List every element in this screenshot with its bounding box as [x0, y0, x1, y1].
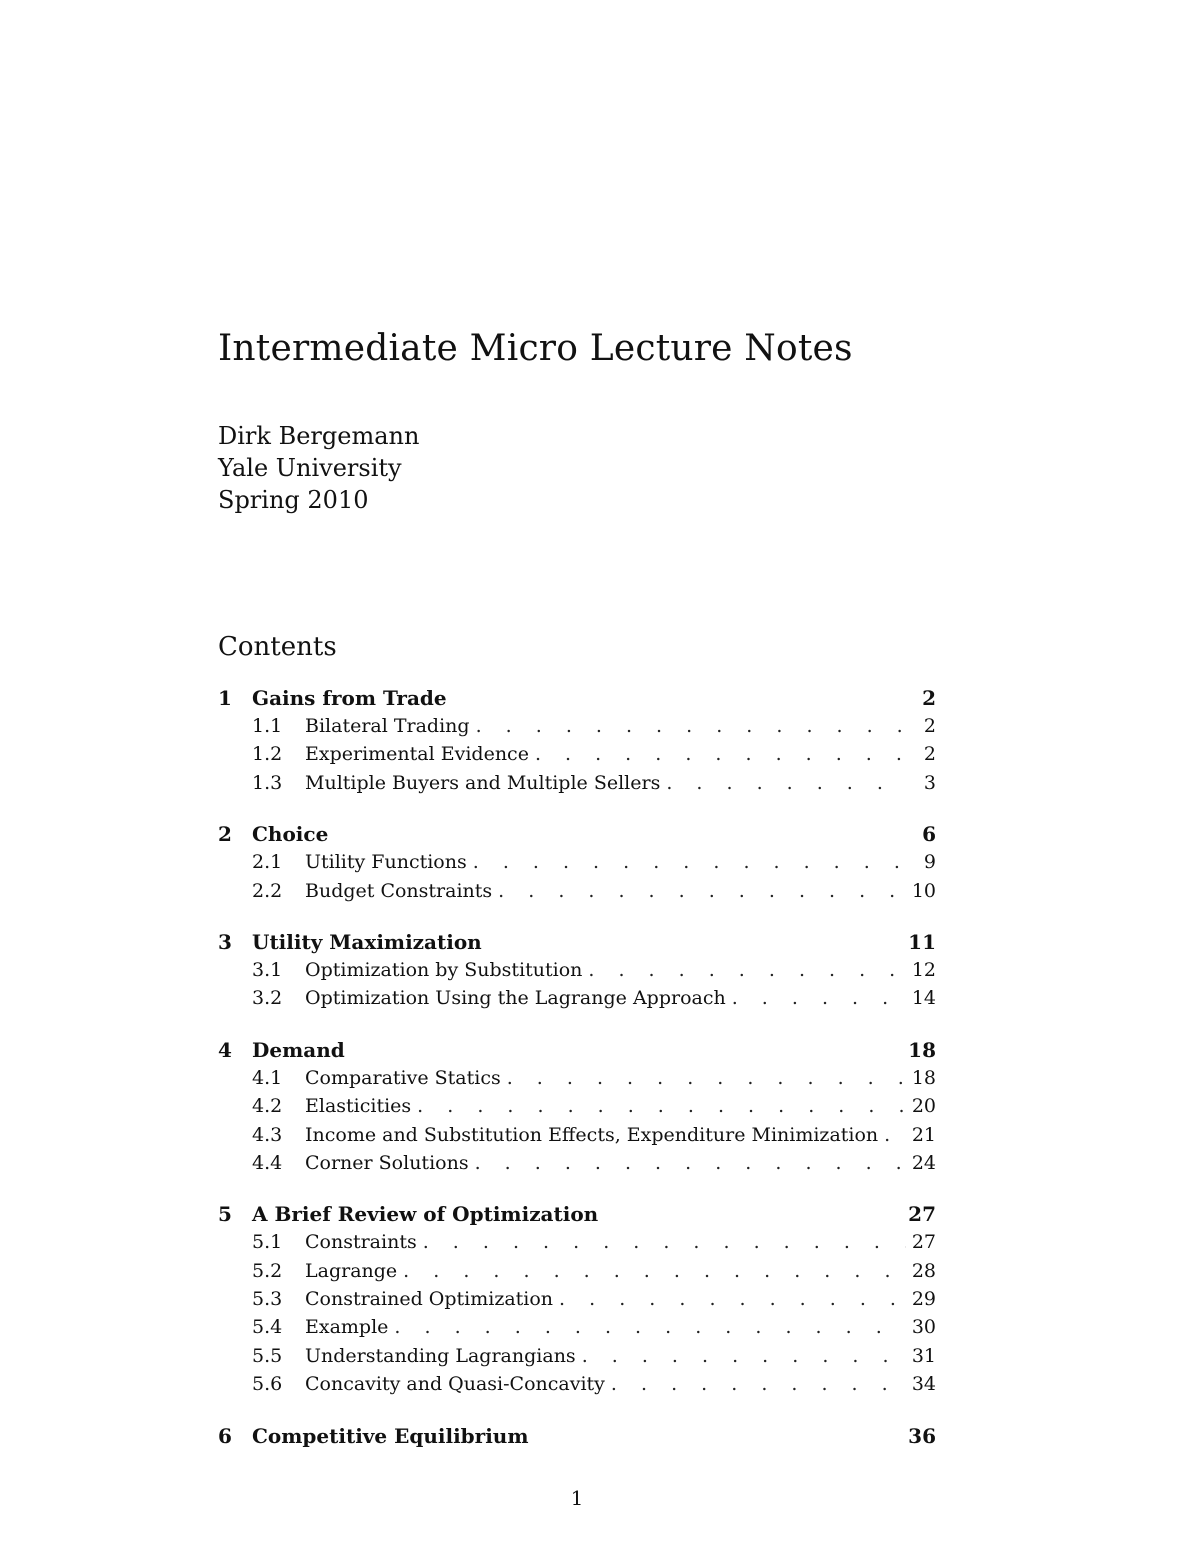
- chapter-page: 36: [908, 1423, 936, 1448]
- section-title: Concavity and Quasi-Concavity: [305, 1373, 605, 1396]
- page-number: 1: [570, 1486, 584, 1510]
- dot-leader: [588, 959, 905, 981]
- toc-chapter-entry[interactable]: [218, 1424, 936, 1453]
- section-page: 27: [911, 1231, 936, 1254]
- dot-leader: [582, 1345, 906, 1367]
- dot-leader: [417, 1095, 906, 1117]
- dot-leader: [666, 772, 908, 794]
- dot-leader: [611, 1373, 906, 1395]
- chapter-number: 6: [218, 1423, 232, 1448]
- chapter-title: Demand: [252, 1037, 345, 1062]
- institution: Yale University: [218, 454, 402, 482]
- dot-leader: [498, 880, 906, 902]
- section-title: Experimental Evidence: [305, 743, 529, 766]
- section-page: 31: [911, 1344, 936, 1367]
- toc-section-entry[interactable]: [218, 1095, 936, 1123]
- toc-section-entry[interactable]: [218, 1231, 936, 1259]
- toc-section-entry[interactable]: [218, 1152, 936, 1180]
- section-title: Comparative Statics: [305, 1066, 501, 1089]
- chapter-number: 4: [218, 1037, 232, 1062]
- toc-chapter: [218, 930, 936, 1016]
- toc-chapter-entry[interactable]: [218, 822, 936, 851]
- chapter-page: 18: [908, 1037, 936, 1062]
- chapter-title: Gains from Trade: [252, 686, 447, 710]
- chapter-page: 27: [908, 1202, 936, 1227]
- section-title: Income and Substitution Effects, Expenditure Minimization: [305, 1123, 879, 1146]
- chapter-number: 1: [218, 686, 232, 710]
- section-number: 1.1: [252, 715, 283, 737]
- section-title: Constrained Optimization: [305, 1288, 554, 1311]
- section-number: 4.1: [252, 1066, 283, 1089]
- section-number: 4.4: [252, 1151, 283, 1174]
- toc-section-entry[interactable]: [218, 851, 936, 879]
- dot-leader: [475, 1152, 906, 1174]
- chapter-page: 2: [922, 686, 936, 710]
- section-title: Constraints: [305, 1231, 417, 1254]
- author-name: Dirk Bergemann: [218, 422, 420, 450]
- toc-section-entry[interactable]: [218, 1260, 936, 1288]
- toc-chapter-entry[interactable]: [218, 1038, 936, 1067]
- toc-section-entry[interactable]: [218, 743, 936, 771]
- chapter-title: A Brief Review of Optimization: [252, 1202, 599, 1227]
- dot-leader: [403, 1260, 906, 1282]
- section-page: 2: [923, 715, 936, 737]
- author-block: [218, 420, 419, 516]
- toc-chapter: [218, 1202, 936, 1401]
- toc-section-entry[interactable]: [218, 772, 936, 800]
- section-page: 3: [923, 771, 936, 794]
- section-number: 1.3: [252, 771, 283, 794]
- toc-chapter: [218, 1038, 936, 1181]
- chapter-page: 6: [922, 822, 936, 847]
- chapter-number: 3: [218, 929, 232, 954]
- toc-section-entry[interactable]: [218, 880, 936, 908]
- dot-leader: [559, 1288, 906, 1310]
- chapter-title: Utility Maximization: [252, 929, 482, 954]
- chapter-title: Choice: [252, 822, 329, 847]
- section-title: Multiple Buyers and Multiple Sellers: [305, 771, 661, 794]
- toc-section-entry[interactable]: [218, 1067, 936, 1095]
- dot-leader: [476, 715, 908, 737]
- dot-leader: [535, 743, 908, 765]
- toc-section-entry[interactable]: [218, 959, 936, 987]
- section-number: 3.2: [252, 987, 283, 1010]
- section-number: 4.2: [252, 1095, 283, 1118]
- toc-chapter: [218, 822, 936, 908]
- section-number: 5.6: [252, 1373, 283, 1396]
- term: Spring 2010: [218, 486, 369, 514]
- toc-chapter-entry[interactable]: [218, 686, 936, 715]
- document-title: Intermediate Micro Lecture Notes: [218, 328, 853, 369]
- dot-leader: [507, 1067, 906, 1089]
- section-number: 2.2: [252, 879, 283, 902]
- contents-heading: Contents: [218, 632, 337, 662]
- toc-section-entry[interactable]: [218, 1124, 936, 1152]
- section-number: 3.1: [252, 958, 283, 981]
- section-title: Elasticities: [305, 1095, 412, 1118]
- section-title: Utility Functions: [305, 851, 467, 874]
- dot-leader: [423, 1231, 906, 1253]
- section-page: 24: [911, 1151, 936, 1174]
- section-page: 20: [911, 1095, 936, 1118]
- toc-section-entry[interactable]: [218, 1288, 936, 1316]
- toc-section-entry[interactable]: [218, 1316, 936, 1344]
- section-page: 18: [911, 1066, 936, 1089]
- section-page: 21: [911, 1123, 936, 1146]
- dot-leader: [394, 1316, 905, 1338]
- section-number: 5.5: [252, 1344, 283, 1367]
- section-title: Bilateral Trading: [305, 715, 470, 737]
- section-title: Budget Constraints: [305, 879, 493, 902]
- toc-section-entry[interactable]: [218, 1373, 936, 1401]
- section-number: 2.1: [252, 851, 283, 874]
- toc-section-entry[interactable]: [218, 1345, 936, 1373]
- section-page: 30: [911, 1316, 936, 1339]
- toc-section-entry[interactable]: [218, 987, 936, 1015]
- section-number: 5.2: [252, 1259, 283, 1282]
- chapter-title: Competitive Equilibrium: [252, 1423, 529, 1448]
- section-title: Example: [305, 1316, 389, 1339]
- section-number: 4.3: [252, 1123, 283, 1146]
- toc-chapter-entry[interactable]: [218, 930, 936, 959]
- chapter-page: 11: [908, 929, 936, 954]
- dot-leader: [732, 987, 906, 1009]
- section-page: 34: [911, 1373, 936, 1396]
- chapter-number: 5: [218, 1202, 232, 1227]
- section-title: Lagrange: [305, 1259, 398, 1282]
- section-page: 12: [911, 958, 936, 981]
- section-title: Understanding Lagrangians: [305, 1344, 576, 1367]
- section-number: 5.1: [252, 1231, 283, 1254]
- dot-leader: [473, 851, 908, 873]
- section-title: Optimization Using the Lagrange Approach: [305, 987, 726, 1010]
- section-number: 5.3: [252, 1288, 283, 1311]
- toc-chapter-entry[interactable]: [218, 1202, 936, 1231]
- section-page: 10: [911, 879, 936, 902]
- toc-chapter: [218, 1424, 936, 1453]
- toc-section-entry[interactable]: [218, 715, 936, 743]
- toc-chapter: [218, 686, 936, 800]
- table-of-contents: [218, 686, 936, 1475]
- section-number: 5.4: [252, 1316, 283, 1339]
- section-title: Optimization by Substitution: [305, 958, 583, 981]
- document-page: [218, 0, 936, 1553]
- section-page: 2: [923, 743, 936, 766]
- chapter-number: 2: [218, 822, 232, 847]
- section-page: 29: [911, 1288, 936, 1311]
- section-number: 1.2: [252, 743, 283, 766]
- section-page: 14: [911, 987, 936, 1010]
- section-page: 9: [923, 851, 936, 874]
- section-title: Corner Solutions: [305, 1151, 469, 1174]
- dot-leader: [884, 1124, 906, 1146]
- section-page: 28: [911, 1259, 936, 1282]
